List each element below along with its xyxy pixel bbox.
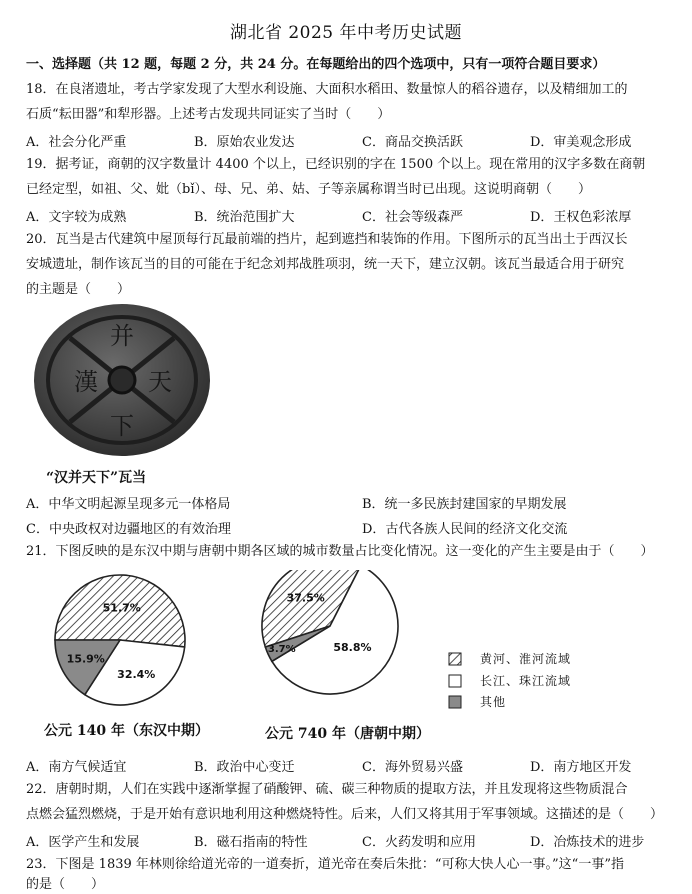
q22-line1: 22．唐朝时期，人们在实践中逐渐掌握了硝酸钾、硫、碳三种物质的提取方法，并且发现将这些物质混合 — [26, 782, 628, 797]
legend-swatch-yangtze-pearl — [449, 675, 461, 687]
pie-label-yangtze-pearl: 32.4% — [117, 668, 156, 682]
q18-line1: 18．在良渚遗址，考古学家发现了大型水利设施、大面积水稻田、数量惊人的稻谷遗存，以及精细加工的 — [26, 82, 628, 97]
q21-option-a: A．南方气候适宜 — [26, 760, 127, 775]
q21-option-b: B．政治中心变迁 — [194, 760, 295, 775]
q20-option-d: D．古代各族人民间的经济文化交流 — [362, 522, 568, 537]
q19-option-a: A．文字较为成熟 — [26, 210, 127, 225]
q20-line3: 的主题是（ ） — [26, 282, 131, 297]
legend-swatch-yellow-huai — [449, 653, 461, 665]
q20-option-b: B．统一多民族封建国家的早期发展 — [362, 497, 567, 512]
pie-label-other: 3.7% — [267, 644, 296, 656]
tile-center-boss — [109, 367, 135, 393]
page-title: 湖北省 2025 年中考历史试题 — [229, 23, 463, 43]
q18-option-b: B．原始农业发达 — [194, 135, 295, 150]
q22-option-c: C．火药发明和应用 — [362, 835, 476, 850]
pie-740-caption: 公元 740 年（唐朝中期） — [265, 726, 430, 742]
q18-line2: 石质“耘田器”和犁形器。上述考古发现共同证实了当时（ ） — [26, 107, 391, 122]
q19-option-c: C．社会等级森严 — [362, 210, 463, 225]
q20-option-a: A．中华文明起源呈现多元一体格局 — [26, 497, 231, 512]
q21-line1: 21．下图反映的是东汉中期与唐朝中期各区域的城市数量占比变化情况。这一变化的产生主要是由于（ ） — [26, 544, 654, 559]
tile-char-left: 漢 — [74, 368, 98, 396]
wadang-tile-image — [30, 300, 212, 460]
q22-option-b: B．磁石指南的特性 — [194, 835, 308, 850]
q19-line2: 已经定型，如祖、父、妣（bǐ）、母、兄、弟、姑、子等亲属称谓当时已出现。这说明商朝（ ） — [26, 182, 591, 197]
legend-label-yangtze-pearl: 长江、珠江流域 — [480, 674, 572, 688]
q22-option-a: A．医学产生和发展 — [26, 835, 140, 850]
legend-label-yellow-huai: 黄河、淮河流域 — [480, 652, 572, 666]
tile-char-right: 天 — [148, 368, 172, 396]
pie-label-other: 15.9% — [66, 652, 105, 666]
tile-char-bottom: 下 — [110, 412, 134, 440]
pie-chart-140 — [55, 575, 185, 705]
pie-label-yellow-huai: 51.7% — [102, 601, 141, 615]
legend-swatch-other — [449, 696, 461, 708]
pie-chart-740 — [262, 570, 398, 694]
pie-label-yellow-huai: 37.5% — [286, 591, 325, 605]
q18-option-c: C．商品交换活跃 — [362, 135, 463, 150]
q22-line2: 点燃会猛烈燃烧，于是开始有意识地利用这种燃烧特性。后来，人们又将其用于军事领域。这描述的是（ ） — [26, 807, 664, 822]
q19-option-b: B．统治范围扩大 — [194, 210, 295, 225]
pie-140-caption: 公元 140 年（东汉中期） — [44, 723, 209, 739]
legend-label-other: 其他 — [480, 695, 507, 709]
section-heading: 一、选择题（共 12 题，每题 2 分，共 24 分。在每题给出的四个选项中，只有一项符合题目要求） — [26, 57, 606, 72]
q19-option-d: D．王权色彩浓厚 — [530, 210, 632, 225]
q22-option-d: D．冶炼技术的进步 — [530, 835, 645, 850]
q20-option-c: C．中央政权对边疆地区的有效治理 — [26, 522, 231, 537]
q18-option-d: D．审美观念形成 — [530, 135, 632, 150]
q23-line2: 的是（ ） — [26, 877, 105, 892]
q20-line1: 20．瓦当是古代建筑中屋顶每行瓦最前端的挡片，起到遮挡和装饰的作用。下图所示的瓦当出土于西汉长 — [26, 232, 628, 247]
q20-line2: 安城遗址，制作该瓦当的目的可能在于纪念刘邦战胜项羽，统一天下，建立汉朝。该瓦当最适合用于研究 — [26, 257, 625, 272]
tile-char-top: 并 — [110, 322, 134, 350]
q19-line1: 19．据考证，商朝的汉字数量计 4400 个以上，已经识别的字在 1500 个以上。现在常用的汉字多数在商朝 — [26, 157, 646, 172]
q21-option-d: D．南方地区开发 — [530, 760, 632, 775]
q21-option-c: C．海外贸易兴盛 — [362, 760, 463, 775]
q23-line1: 23．下图是 1839 年林则徐给道光帝的一道奏折，道光帝在奏后朱批：“可称大快人心一事。”这“一事”指 — [26, 857, 624, 872]
wadang-caption: “汉并天下”瓦当 — [46, 470, 147, 486]
pie-label-yangtze-pearl: 58.8% — [333, 640, 372, 654]
q18-option-a: A．社会分化严重 — [26, 135, 127, 150]
